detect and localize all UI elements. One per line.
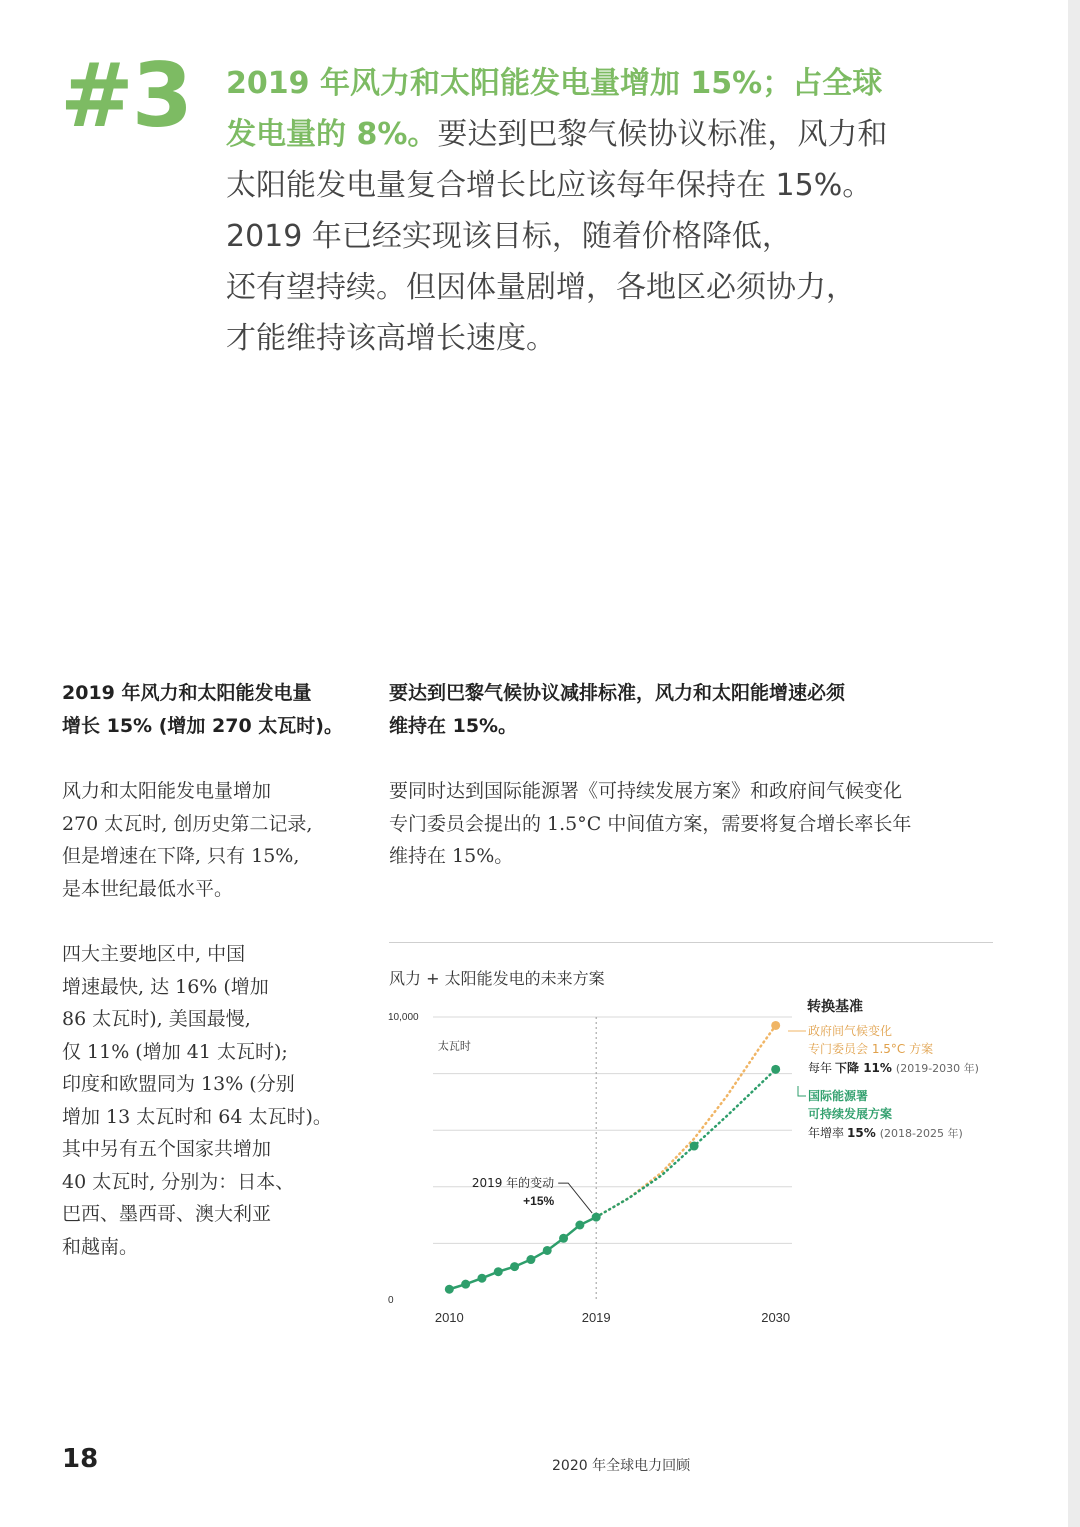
legend-leader-iea	[798, 1086, 806, 1096]
data-point-historical	[559, 1234, 568, 1243]
lead-paragraph	[226, 58, 986, 364]
page-edge-shade	[1068, 0, 1080, 1527]
series-line-historical	[449, 1217, 596, 1289]
text-line: 86 太瓦时), 美国最慢,	[62, 1008, 251, 1030]
series-line-iea	[596, 1069, 776, 1217]
data-point-scenario	[771, 1021, 780, 1030]
text-line: 40 太瓦时, 分别为：日本、	[62, 1170, 295, 1193]
chart-top-rule	[389, 942, 993, 943]
page-number: 18	[62, 1444, 99, 1474]
chart-gridlines	[433, 1017, 792, 1243]
lead-line-5: 还有望持续。但因体量剧增，各地区必须协力，	[226, 270, 856, 305]
data-point-historical	[526, 1255, 535, 1264]
chart-title: 风力 + 太阳能发电的未来方案	[389, 969, 605, 988]
x-tick-label-2010: 2010	[434, 1310, 464, 1325]
text-line: 专门委员会提出的 1.5°C 中间值方案，需要将复合增长率长年	[389, 812, 912, 835]
legend-ipcc-line-2: 专门委员会 1.5°C 方案	[808, 1042, 934, 1056]
annotation-label: 2019 年的变动	[471, 1176, 555, 1191]
left-column-paragraph-1	[62, 775, 312, 905]
text-line: 是本世纪最低水平。	[62, 877, 234, 900]
text-line: 维持在 15%。	[389, 845, 514, 867]
lead-line-1: 2019 年风力和太阳能发电量增加 15%；占全球	[226, 66, 883, 101]
left-heading-line: 增长 15% (增加 270 太瓦时)。	[62, 715, 343, 737]
text-line: 四大主要地区中, 中国	[62, 943, 246, 965]
data-point-historical	[445, 1285, 454, 1294]
data-point-scenario	[771, 1065, 780, 1074]
data-point-historical	[592, 1213, 601, 1222]
lead-line-6: 才能维持该高增长速度。	[226, 321, 556, 356]
left-column-heading	[62, 677, 343, 743]
text-line: 增速最快, 达 16% (增加	[62, 975, 269, 998]
lead-line-4: 2019 年已经实现该目标，随着价格降低，	[226, 219, 792, 254]
x-tick-label-2019: 2019	[581, 1310, 611, 1325]
lead-line-2-rest: 要达到巴黎气候协议标准，风力和	[437, 117, 888, 152]
text-line: 增加 13 太瓦时和 64 太瓦时)。	[62, 1105, 332, 1128]
text-line: 印度和欧盟同为 13% (分别	[62, 1073, 295, 1095]
lead-line-2-highlight: 发电量的 8%。	[226, 117, 438, 152]
section-number: #3	[60, 44, 191, 147]
note-suffix: (2018-2025 年)	[879, 1127, 963, 1140]
y-tick-label-max: 10,000	[388, 1012, 419, 1023]
data-point-historical	[543, 1246, 552, 1255]
left-heading-line: 2019 年风力和太阳能发电量	[62, 682, 312, 704]
legend-iea-line-2: 可持续发展方案	[808, 1107, 893, 1121]
text-line: 和越南。	[62, 1235, 139, 1258]
scenario-chart	[380, 990, 1000, 1340]
right-heading-line: 维持在 15%。	[389, 715, 518, 737]
data-point-historical	[477, 1274, 486, 1283]
lead-line-3: 太阳能发电量复合增长比应该每年保持在 15%。	[226, 168, 873, 203]
right-heading-line: 要达到巴黎气候协议减排标准，风力和太阳能增速必须	[389, 682, 846, 704]
legend-title: 转换基准	[807, 999, 863, 1015]
annotation-leader	[558, 1183, 592, 1213]
data-point-historical	[575, 1221, 584, 1230]
note-prefix: 每年	[808, 1061, 833, 1075]
y-axis-unit: 太瓦时	[437, 1039, 471, 1053]
data-point-historical	[461, 1280, 470, 1289]
text-line: 风力和太阳能发电量增加	[62, 780, 272, 802]
text-line: 巴西、墨西哥、澳大利亚	[62, 1203, 272, 1225]
annotation-value: +15%	[523, 1194, 555, 1209]
text-line: 仅 11% (增加 41 太瓦时);	[62, 1040, 288, 1063]
legend-iea-note	[808, 1125, 963, 1140]
text-line: 270 太瓦时, 创历史第二记录,	[62, 812, 313, 835]
note-prefix: 年增率	[808, 1126, 845, 1140]
data-point-scenario	[690, 1142, 699, 1151]
text-line: 其中另有五个国家共增加	[62, 1138, 272, 1160]
data-point-historical	[510, 1262, 519, 1271]
right-column-paragraph	[389, 775, 911, 873]
chart-series	[445, 1021, 780, 1294]
note-bold: 下降 11%	[835, 1061, 892, 1075]
text-line: 要同时达到国际能源署《可持续发展方案》和政府间气候变化	[389, 780, 903, 802]
series-line-ipcc	[596, 1025, 776, 1217]
data-point-historical	[494, 1267, 503, 1276]
note-bold: 15%	[847, 1126, 876, 1140]
legend-ipcc-note	[808, 1060, 979, 1075]
y-tick-label-min: 0	[388, 1295, 394, 1306]
legend-ipcc-line-1: 政府间气候变化	[808, 1024, 893, 1038]
text-line: 但是增速在下降, 只有 15%,	[62, 845, 300, 867]
right-column-heading	[389, 677, 845, 743]
left-column-paragraph-2	[62, 938, 332, 1263]
publication-title: 2020 年全球电力回顾	[552, 1458, 691, 1474]
lead-line-2	[226, 109, 986, 160]
note-suffix: (2019-2030 年)	[895, 1062, 979, 1075]
legend-iea-line-1: 国际能源署	[808, 1089, 869, 1103]
x-tick-label-2030: 2030	[761, 1310, 791, 1325]
